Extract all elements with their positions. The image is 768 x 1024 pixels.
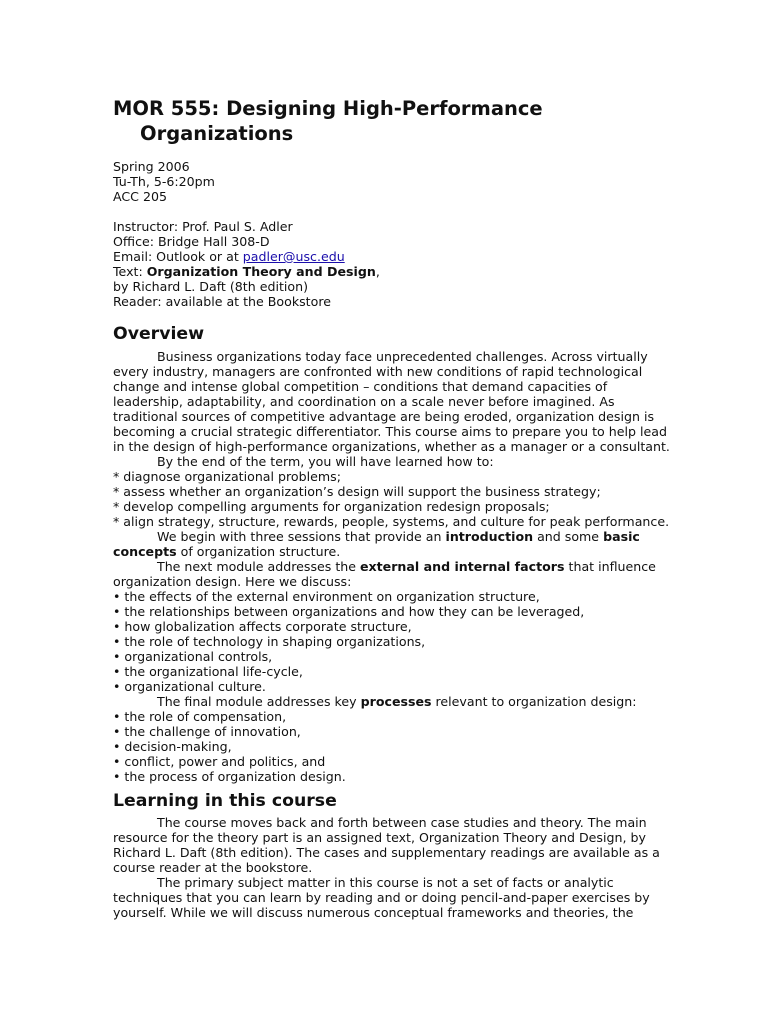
overview-line: traditional sources of competitive advantage are being eroded, organization design is [113, 409, 655, 424]
factor-item: • the relationships between organizations and how they can be leveraged, [113, 604, 585, 619]
learning-heading: Learning in this course [113, 791, 337, 811]
course-term: Spring 2006 [113, 159, 190, 174]
begin-line-2 [113, 544, 673, 559]
process-item: • conflict, power and politics, and [113, 754, 326, 769]
text-line [113, 264, 673, 279]
email-label: Email: Outlook or at [113, 249, 243, 264]
final-text: relevant to organization design: [431, 694, 637, 709]
next-text: that influence [564, 559, 656, 574]
instructor-line: Instructor: Prof. Paul S. Adler [113, 219, 293, 234]
final-bold-processes: processes [360, 694, 432, 709]
begin-bold-introduction: introduction [445, 529, 534, 544]
text-comma: , [375, 264, 380, 279]
begin-text: We begin with three sessions that provide an [157, 529, 446, 544]
factor-item: • organizational controls, [113, 649, 273, 664]
email-link[interactable]: padler@usc.edu [242, 249, 345, 264]
goal-item: * diagnose organizational problems; [113, 469, 341, 484]
overview-line: leadership, adaptability, and coordination on a scale never before imagined. As [113, 394, 615, 409]
factor-item: • how globalization affects corporate structure, [113, 619, 412, 634]
learning-line: yourself. While we will discuss numerous conceptual frameworks and theories, the [113, 905, 634, 920]
begin-bold-concepts: concepts [113, 544, 177, 559]
final-text: The final module addresses key [157, 694, 361, 709]
email-line [113, 249, 673, 264]
learning-line: Richard L. Daft (8th edition). The cases and supplementary readings are available as a [113, 845, 660, 860]
course-room: ACC 205 [113, 189, 168, 204]
next-bold-factors: external and internal factors [360, 559, 565, 574]
overview-line: every industry, managers are confronted with new conditions of rapid technological [113, 364, 643, 379]
factor-item: • the effects of the external environment on organization structure, [113, 589, 540, 604]
overview-line: in the design of high-performance organizations, whether as a manager or a consultant. [113, 439, 670, 454]
overview-heading: Overview [113, 324, 205, 344]
final-module-line [113, 694, 673, 709]
factor-item: • the role of technology in shaping organizations, [113, 634, 426, 649]
process-item: • the process of organization design. [113, 769, 346, 784]
process-item: • the role of compensation, [113, 709, 287, 724]
learning-line: The course moves back and forth between case studies and theory. The main [157, 815, 647, 830]
begin-bold-basic: basic [603, 529, 640, 544]
next-module-line [113, 559, 673, 574]
learning-line: resource for the theory part is an assigned text, Organization Theory and Design, by [113, 830, 646, 845]
by-end-line: By the end of the term, you will have learned how to: [157, 454, 494, 469]
text-label: Text: [113, 264, 147, 279]
course-schedule: Tu-Th, 5-6:20pm [113, 174, 215, 189]
learning-line: The primary subject matter in this course is not a set of facts or analytic [157, 875, 614, 890]
learning-line: course reader at the bookstore. [113, 860, 313, 875]
next-text: The next module addresses the [157, 559, 360, 574]
goal-item: * develop compelling arguments for organization redesign proposals; [113, 499, 550, 514]
learning-line: techniques that you can learn by reading and or doing pencil-and-paper exercises by [113, 890, 650, 905]
begin-line [113, 529, 673, 544]
begin-text: of organization structure. [176, 544, 341, 559]
textbook-author: by Richard L. Daft (8th edition) [113, 279, 308, 294]
factor-item: • organizational culture. [113, 679, 266, 694]
begin-text: and some [533, 529, 604, 544]
factor-item: • the organizational life-cycle, [113, 664, 303, 679]
process-item: • the challenge of innovation, [113, 724, 301, 739]
next-module-line-2: organization design. Here we discuss: [113, 574, 352, 589]
overview-line: Business organizations today face unprecedented challenges. Across virtually [157, 349, 648, 364]
textbook-title: Organization Theory and Design [146, 264, 376, 279]
overview-line: becoming a crucial strategic differentiator. This course aims to prepare you to help lead [113, 424, 667, 439]
page-title: MOR 555: Designing High-Performance Organizations [113, 97, 543, 145]
process-item: • decision-making, [113, 739, 232, 754]
goal-item: * align strategy, structure, rewards, people, systems, and culture for peak performance. [113, 514, 670, 529]
office-line: Office: Bridge Hall 308-D [113, 234, 270, 249]
reader-line: Reader: available at the Bookstore [113, 294, 331, 309]
overview-line: change and intense global competition – conditions that demand capacities of [113, 379, 608, 394]
syllabus-content [113, 96, 673, 920]
goal-item: * assess whether an organization’s design will support the business strategy; [113, 484, 601, 499]
